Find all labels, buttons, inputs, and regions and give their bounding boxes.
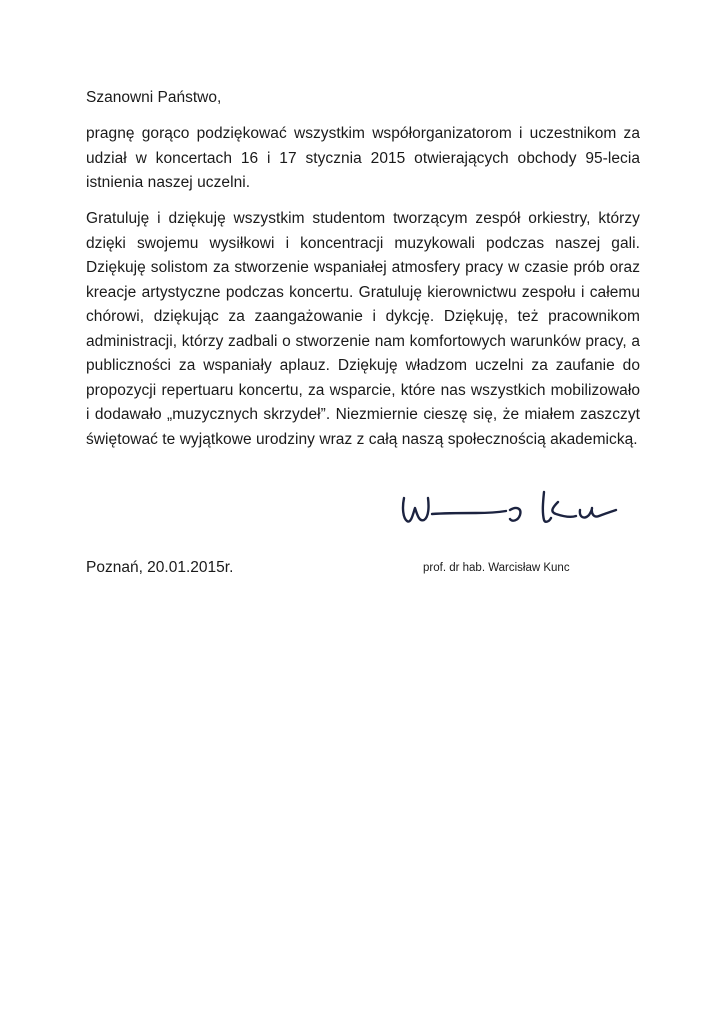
signatory-name: prof. dr hab. Warcisław Kunc [423, 562, 570, 574]
body-paragraph-1: pragnę gorąco podziękować wszystkim współorganizatorom i uczestnikom za udział w koncertach 16 i 17 stycznia 2015 otwierających obchody 95-lecia istnienia naszej uczelni. [86, 125, 640, 191]
salutation: Szanowni Państwo, [86, 89, 222, 106]
body-paragraph-2: Gratuluję i dziękuję wszystkim studentom tworzącym zespół orkiestry, którzy dzięki swojemu wysiłkowi i koncentracji muzykowali podczas naszej gali. Dziękuję solistom za stworzenie wspaniałej atmosfery pracy w czasie prób oraz kreacje artystyczne podczas koncertu. Gratuluję kierownictwu zespołu i całemu chórowi, dziękując za zaangażowanie i dykcję. Dziękuję, też pracownikom administracji, którzy zadbali o stworzenie nam komfortowych warunków pracy, a publiczności za wspaniały aplauz. Dziękuję władzom uczelni za zaufanie do propozycji repertuaru koncertu, za wsparcie, które nas wszystkich mobilizowało i dodawało „muzycznych skrzydeł”. Niezmiernie cieszę się, że miałem zaszczyt świętować te wyjątkowe urodziny wraz z całą naszą społecznością akademicką. [86, 210, 640, 448]
place-and-date: Poznań, 20.01.2015r. [86, 559, 234, 576]
handwritten-signature [398, 484, 623, 532]
